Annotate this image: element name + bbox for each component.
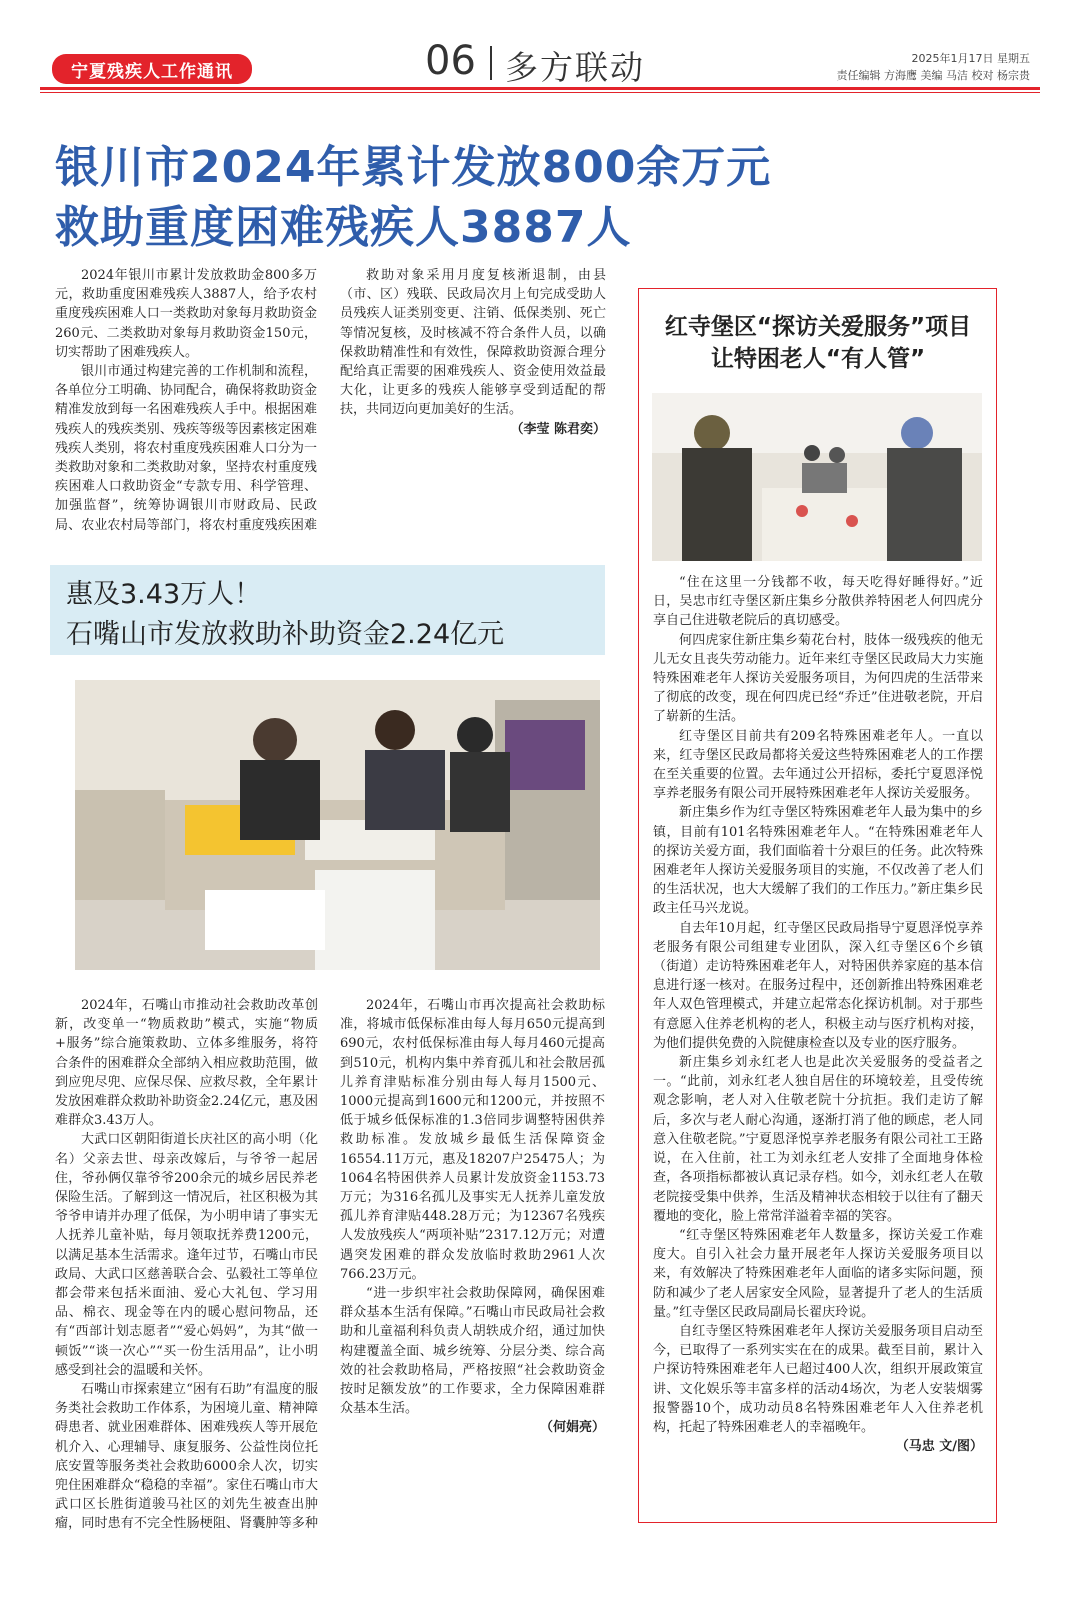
article3-paragraph: 何四虎家住新庄集乡菊花台村，肢体一级残疾的他无儿无女且丧失劳动能力。近年来红寺堡区民政局大力实施特殊困难老年人探访关爱服务项目，为何四虎的生活带来了彻底的改变，现在何四虎已经“乔迁”住进敬老院，开启了崭新的生活。 xyxy=(653,632,983,725)
main-headline xyxy=(55,138,771,258)
article2-paragraph: 石嘴山市探索建立“困有石助”有温度的服务类社会救助工作体系，为困境儿童、精神障碍患者、就业困难群体、困难残疾人等开展危机介入、心理辅导、康复服务、公益性岗位托底安置等服务类社会救助6000余人次，切实兜住困难群众“稳稳的幸福”。家住石嘴山市大武口区长胜街道骏马社区的刘先生被查出肿瘤，同时患有不完全性肠梗阻、肾囊肿等多种 xyxy=(55,1382,318,1532)
article3-headline xyxy=(638,311,998,375)
main-headline-line1: 银川市2024年累计发放800余万元 xyxy=(55,142,772,193)
article3-paragraph: 自去年10月起，红寺堡区民政局指导宁夏恩泽悦享养老服务有限公司组建专业团队，深入红寺堡区6个乡镇（街道）走访特殊困难老年人，对特困供养家庭的基本信息进行逐一核对。在服务过程中，还创新推出特殊困难老年人双色管理模式，并建立起常态化探访机制。对于那些有意愿入住养老机构的老人，积极主动与医疗机构对接，为他们提供免费的入院健康检查以及专业的医疗服务。 xyxy=(653,920,983,1051)
issue-date: 2025年1月17日 星期五 xyxy=(911,52,1030,65)
article1-column-2 xyxy=(340,266,606,536)
masthead-badge: 宁夏残疾人工作通讯 xyxy=(52,54,252,84)
article3-paragraph: “红寺堡区特殊困难老年人数量多，探访关爱工作难度大。自引入社会力量开展老年人探访关爱服务项目以来，有效解决了特殊困难老年人面临的诸多实际问题，预防和减少了老人居家安全风险，显著提升了老人的生活质量。”红寺堡区民政局副局长翟庆玲说。 xyxy=(653,1227,983,1320)
article3-photo xyxy=(652,393,982,561)
article3-column xyxy=(653,573,983,1513)
section-divider xyxy=(490,46,492,80)
article1-paragraph: 银川市通过构建完善的工作机制和流程，各单位分工明确、协同配合，确保将救助资金精准发放到每一名困难残疾人手中。根据困难残疾人的残疾类别、残疾等级等因素核定困难残疾人类别，将农村重度残疾困难人口分为一类救助对象和二类救助对象，坚持农村重度残疾困难人口救助资金“专款专用、科学管理、加强监督”，统筹协调银川市财政局、民政局、农业农村局等部门，将农村重度残疾困难 xyxy=(55,364,317,533)
article3-paragraph: 新庄集乡刘永红老人也是此次关爱服务的受益者之一。“此前，刘永红老人独自居住的环境较差，且受传统观念影响，老人对入住敬老院十分抗拒。我们走访了解后，多次与老人耐心沟通，逐渐打消了他的顾虑，老人同意入住敬老院。”宁夏恩泽悦享养老服务有限公司社工王路说，在入住前，社工为刘永红老人安排了全面地身体检查，各项指标都被认真记录存档。如今，刘永红老人在敬老院接受集中供养，生活及精神状态相较于以往有了翻天覆地的变化，脸上常常洋溢着幸福的笑容。 xyxy=(653,1055,983,1224)
article3-paragraph: “住在这里一分钱都不收，每天吃得好睡得好。”近日，吴忠市红寺堡区新庄集乡分散供养特困老人何四虎分享自己住进敬老院后的真切感受。 xyxy=(653,575,983,629)
article2-column-2 xyxy=(340,996,605,1532)
article2-column-1 xyxy=(55,996,318,1532)
article3-paragraph: 红寺堡区目前共有209名特殊困难老年人。一直以来，红寺堡区民政局都将关爱这些特殊困难老人的工作摆在至关重要的位置。去年通过公开招标，委托宁夏恩泽悦享养老服务有限公司开展特殊困难老年人探访关爱服务。 xyxy=(653,728,983,802)
article1-column-1 xyxy=(55,266,317,536)
article1-paragraph: 2024年银川市累计发放救助金800多万元，救助重度困难残疾人3887人，给予农村重度残疾困难人口一类救助对象每月救助资金260元、二类救助对象每月救助资金150元，切实帮助了困难残疾人。 xyxy=(55,268,317,360)
section-title: 多方联动 xyxy=(505,48,645,87)
article3-headline-line2: 让特困老人“有人管” xyxy=(710,346,926,372)
page-number: 06 xyxy=(425,38,476,84)
article3-headline-line1: 红寺堡区“探访关爱服务”项目 xyxy=(664,314,972,340)
article2-paragraph: “进一步织牢社会救助保障网，确保困难群众基本生活有保障。”石嘴山市民政局社会救助和儿童福利科负责人胡轶成介绍，通过加快构建覆盖全面、城乡统筹、分层分类、综合高效的社会救助格局，严格按照“社会救助资金按时足额发放”的工作要求，全力保障困难群众基本生活。 xyxy=(340,1286,605,1417)
article3-paragraph: 新庄集乡作为红寺堡区特殊困难老年人最为集中的乡镇，目前有101名特殊困难老年人。“在特殊困难老年人的探访关爱方面，我们面临着十分艰巨的任务。此次特殊困难老年人探访关爱服务项目的实施，不仅改善了老人们的生活状况，也大大缓解了我们的工作压力。”新庄集乡民政主任马兴龙说。 xyxy=(653,805,983,917)
editor-credits: 责任编辑 方海鹰 美编 马洁 校对 杨宗贵 xyxy=(836,69,1030,82)
article3-paragraph: 自红寺堡区特殊困难老年人探访关爱服务项目启动至今，已取得了一系列实实在在的成果。截至目前，累计入户探访特殊困难老年人已超过400人次，组织开展政策宣讲、文化娱乐等丰富多样的活动4场次，为老人安装烟雾报警器10个，成功动员8名特殊困难老年人入住养老机构，托起了特殊困难老人的幸福晚年。 xyxy=(653,1323,983,1435)
article1-byline: （李莹 陈君奕） xyxy=(510,421,606,437)
article3-byline: （马忠 文/图） xyxy=(895,1439,983,1455)
article2-photo xyxy=(75,680,600,970)
article2-byline: （何娟亮） xyxy=(539,1420,605,1436)
header-rule xyxy=(40,87,1040,90)
article2-paragraph: 2024年，石嘴山市推动社会救助改革创新，改变单一“物质救助”模式，实施“物质+服务”综合施策救助、立体多维服务，将符合条件的困难群众全部纳入相应救助范围，做到应兜尽兜、应保尽保、应救尽救，全年累计发放困难群众救助补助资金2.24亿元，惠及困难群众3.43万人。 xyxy=(55,998,318,1129)
article2-paragraph: 大武口区朝阳街道长庆社区的高小明（化名）父亲去世、母亲改嫁后，与爷爷一起居住，爷孙俩仅靠爷爷200余元的城乡居民养老保险生活。了解到这一情况后，社区积极为其爷爷申请并办理了低保，为小明申请了事实无人抚养儿童补贴，每月领取抚养费1200元，以满足基本生活需求。逢年过节，石嘴山市民政局、大武口区慈善联合会、弘毅社工等单位都会带来包括米面油、爱心大礼包、学习用品、棉衣、现金等在内的暖心慰问物品，还有“西部计划志愿者”“爱心妈妈”，为其“做一顿饭”“谈一次心”“买一份生活用品”，让小明感受到社会的温暖和关怀。 xyxy=(55,1132,318,1378)
article2-headline xyxy=(66,575,504,655)
article2-paragraph: 2024年，石嘴山市再次提高社会救助标准，将城市低保标准由每人每月650元提高到690元，农村低保标准由每人每月460元提高到510元，机构内集中养育孤儿和社会散居孤儿养育津贴标准分别由每人每月1500元、1000元提高到1600元和1200元，并按照不低于城乡低保标准的1.3倍同步调整特困供养救助标准。发放城乡最低生活保障资金16554.11万元，惠及18207户25475人；为1064名特困供养人员累计发放资金1153.73万元；为316名孤儿及事实无人抚养儿童发放孤儿养育津贴448.28万元；为12367名残疾人发放残疾人“两项补贴”2317.12万元；对遭遇突发困难的群众发放临时救助2961人次766.23万元。 xyxy=(340,998,605,1282)
article2-headline-line1: 惠及3.43万人！ xyxy=(66,579,262,610)
article1-paragraph: 救助对象采用月度复核淅退制，由县（市、区）残联、民政局次月上旬完成受助人员残疾人证类别变更、注销、低保类别、死亡等情况复核，及时核减不符合条件人员，以确保救助精准性和有效性，保障救助资源合理分配给真正需要的困难残疾人、资金使用效益最大化，让更多的残疾人能够享受到适配的帮扶，共同迈向更加美好的生活。 xyxy=(340,268,606,418)
main-headline-line2: 救助重度困难残疾人3887人 xyxy=(55,202,632,253)
article2-headline-line2: 石嘴山市发放救助补助资金2.24亿元 xyxy=(66,619,505,650)
header-rule-thin xyxy=(40,92,1040,93)
